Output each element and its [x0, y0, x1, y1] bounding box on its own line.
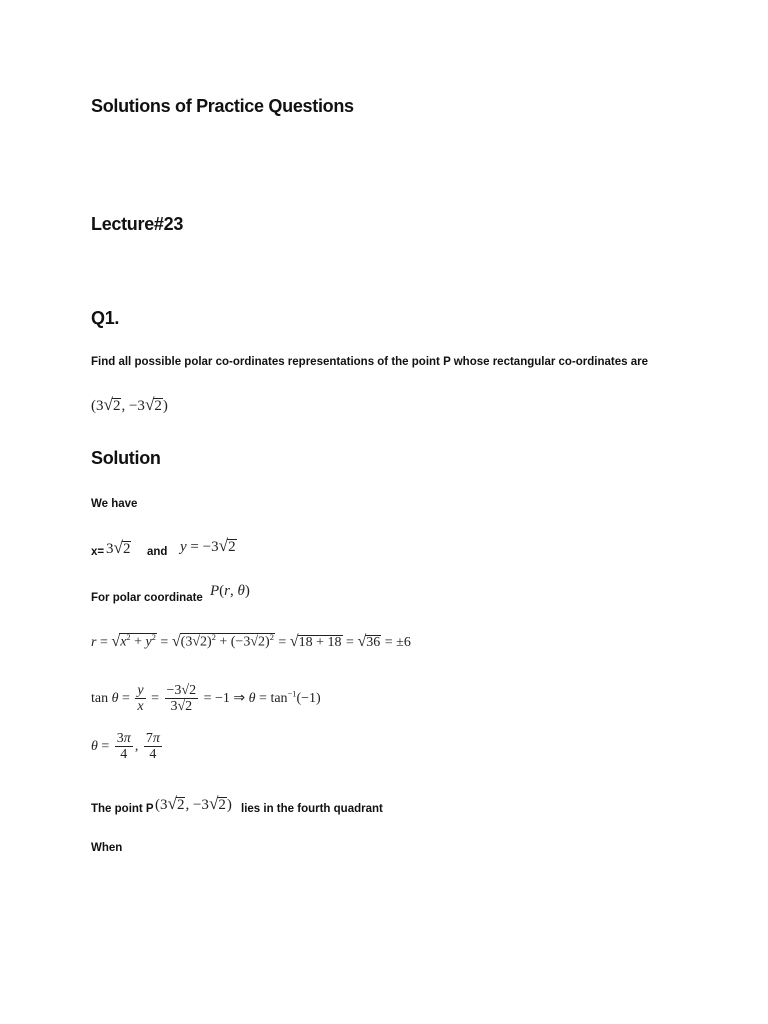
quadrant-text: lies in the fourth quadrant — [241, 803, 383, 815]
lecture-heading: Lecture#23 — [91, 214, 184, 234]
theta-values-equation: θ = $\frac{3\pi}{4}$ , $\frac{7\pi}{4}$ — [91, 731, 160, 763]
and-text: and — [147, 546, 168, 558]
question-prompt: Find all possible polar co-ordinates representations of the point P whose rectangular co-ordinates are — [91, 356, 649, 368]
page-title: Solutions of Practice Questions — [91, 96, 354, 116]
y-value-equation: y = −3√2 — [180, 536, 236, 555]
polar-point-equation: P(r, θ) — [210, 583, 250, 599]
question-label: Q1. — [91, 308, 120, 328]
when-text: When — [91, 842, 123, 854]
radius-equation: $r = √x^2 + y^2 = √(3√2)^2 + (-3√2)^2 = √18 + 18 = √36 = \pm 6$ — [91, 633, 411, 650]
x-label: x= — [91, 546, 105, 558]
we-have-text: We have — [91, 498, 138, 510]
polar-coordinate-text: For polar coordinate — [91, 592, 203, 604]
x-value-equation: 3√2 — [106, 538, 131, 557]
solution-heading: Solution — [91, 448, 161, 468]
point-coordinates-equation: (3√2, −3√2) — [91, 395, 168, 414]
tangent-equation: tan θ = $\frac{y}{x}$ = $\frac{-3√2}{3√2}$ = −1 ⇒ $\theta = \tan^{-1}(-1)$ — [91, 683, 321, 715]
point-p-text: The point P — [91, 803, 154, 815]
point-p-coordinates-equation: (3√2, −3√2) — [155, 794, 232, 813]
